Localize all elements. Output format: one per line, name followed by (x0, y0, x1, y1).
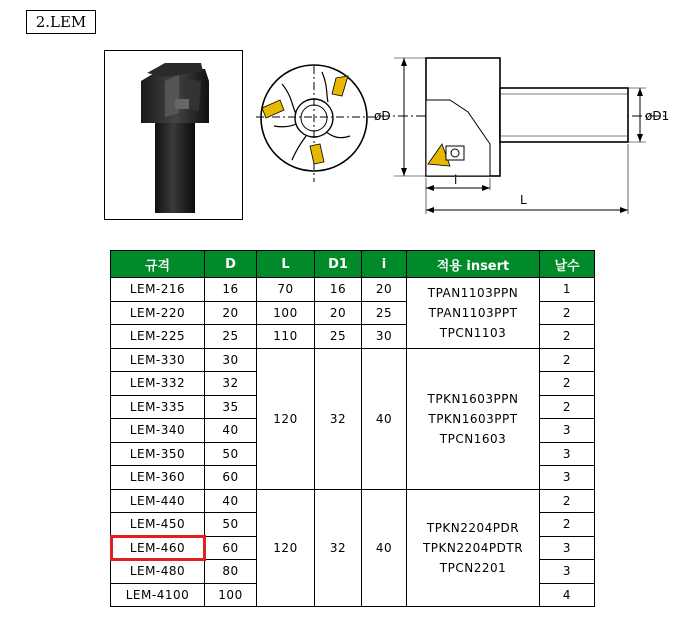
flutes-cell: 3 (540, 466, 595, 490)
insert-cell (407, 278, 540, 349)
insert-line: TPKN1603PPT (428, 411, 518, 426)
header-l: L (257, 251, 315, 278)
d1-cell: 32 (315, 348, 362, 489)
flutes-cell: 2 (540, 325, 595, 349)
model-cell: LEM-450 (111, 513, 205, 537)
table-row (111, 348, 595, 372)
d-cell: 100 (205, 583, 257, 607)
l-cell: 100 (257, 301, 315, 325)
d-cell: 16 (205, 278, 257, 302)
d-cell: 50 (205, 513, 257, 537)
table-header-row (111, 251, 595, 278)
l-cell: 120 (257, 489, 315, 607)
insert-line: TPCN1603 (439, 431, 507, 446)
i-cell: 20 (362, 278, 407, 302)
model-cell-highlighted: LEM-460 (111, 536, 205, 560)
d1-cell: 16 (315, 278, 362, 302)
model-cell: LEM-440 (111, 489, 205, 513)
d-cell: 60 (205, 466, 257, 490)
section-label: 2.LEM (26, 10, 96, 34)
l-cell: 120 (257, 348, 315, 489)
flutes-cell: 4 (540, 583, 595, 607)
d-cell: 35 (205, 395, 257, 419)
model-cell: LEM-225 (111, 325, 205, 349)
d-cell: 32 (205, 372, 257, 396)
table-row (111, 278, 595, 302)
d-cell: 80 (205, 560, 257, 584)
model-cell: LEM-220 (111, 301, 205, 325)
model-cell: LEM-330 (111, 348, 205, 372)
flutes-cell: 3 (540, 442, 595, 466)
d-cell: 40 (205, 489, 257, 513)
flutes-cell: 2 (540, 348, 595, 372)
d1-cell: 25 (315, 325, 362, 349)
flutes-cell: 3 (540, 419, 595, 443)
header-flutes: 날수 (540, 251, 595, 278)
model-cell: LEM-360 (111, 466, 205, 490)
insert-line: TPCN2201 (439, 560, 507, 575)
product-photo (104, 50, 243, 220)
l-cell: 70 (257, 278, 315, 302)
d1-cell: 32 (315, 489, 362, 607)
header-i: i (362, 251, 407, 278)
insert-cell (407, 348, 540, 489)
d-cell: 25 (205, 325, 257, 349)
d-cell: 50 (205, 442, 257, 466)
d-cell: 30 (205, 348, 257, 372)
dim-i-label: i (454, 173, 458, 187)
flutes-cell: 2 (540, 301, 595, 325)
flutes-cell: 2 (540, 513, 595, 537)
insert-cell (407, 489, 540, 607)
i-cell: 40 (362, 489, 407, 607)
d-cell: 20 (205, 301, 257, 325)
dim-d-label: øD (374, 109, 391, 123)
flutes-cell: 2 (540, 489, 595, 513)
l-cell: 110 (257, 325, 315, 349)
insert-line: TPKN1603PPN (427, 391, 519, 406)
header-d1: D1 (315, 251, 362, 278)
i-cell: 40 (362, 348, 407, 489)
dim-l-label: L (520, 193, 527, 207)
d-cell: 60 (205, 536, 257, 560)
d1-cell: 20 (315, 301, 362, 325)
header-model: 규격 (111, 251, 205, 278)
d-cell: 40 (205, 419, 257, 443)
header-d: D (205, 251, 257, 278)
insert-line: TPKN2204PDTR (422, 540, 524, 555)
front-view-drawing (252, 66, 382, 188)
insert-line: TPAN1103PPT (428, 305, 518, 320)
model-cell: LEM-480 (111, 560, 205, 584)
table-row (111, 489, 595, 513)
model-cell: LEM-340 (111, 419, 205, 443)
flutes-cell: 1 (540, 278, 595, 302)
model-cell: LEM-216 (111, 278, 205, 302)
model-cell: LEM-4100 (111, 583, 205, 607)
model-cell: LEM-335 (111, 395, 205, 419)
insert-line: TPKN2204PDR (426, 520, 520, 535)
dim-d1-label: øD1 (645, 109, 670, 123)
flutes-cell: 2 (540, 372, 595, 396)
flutes-cell: 3 (540, 560, 595, 584)
insert-line: TPCN1103 (439, 325, 507, 340)
flutes-cell: 2 (540, 395, 595, 419)
header-insert: 적용 insert (407, 251, 540, 278)
model-cell: LEM-350 (111, 442, 205, 466)
side-view-drawing (374, 48, 670, 222)
spec-table (110, 250, 595, 607)
i-cell: 25 (362, 301, 407, 325)
insert-line: TPAN1103PPN (427, 285, 519, 300)
flutes-cell: 3 (540, 536, 595, 560)
i-cell: 30 (362, 325, 407, 349)
model-cell: LEM-332 (111, 372, 205, 396)
